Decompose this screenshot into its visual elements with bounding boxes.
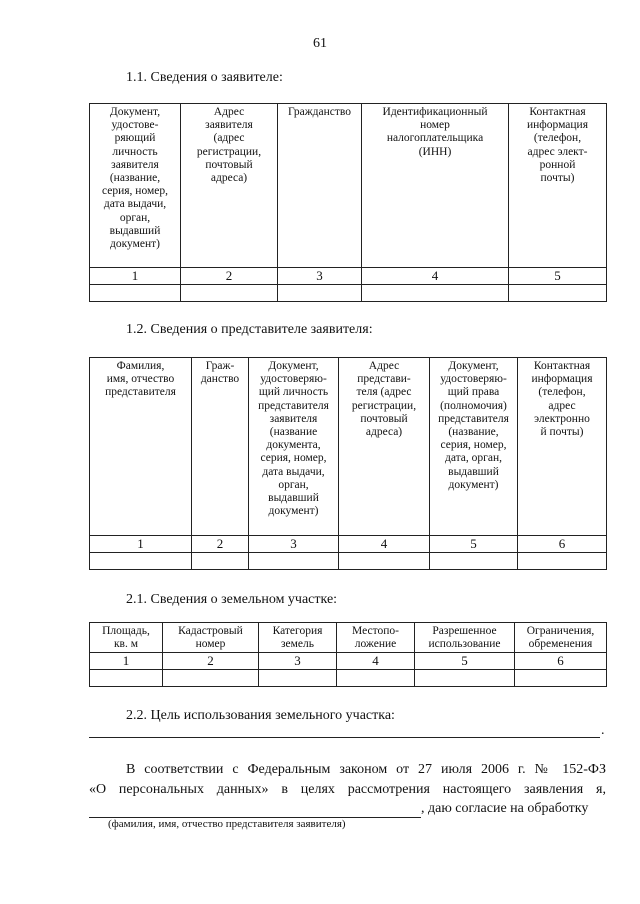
empty-cell — [249, 553, 339, 570]
consent-line-2: «О персональных данных» в целях рассмотрения настоящего заявления я, — [89, 782, 606, 797]
applicant-header-cell: Гражданство — [278, 104, 362, 268]
empty-cell — [181, 285, 278, 302]
column-number: 4 — [362, 268, 509, 285]
column-number: 2 — [163, 653, 259, 670]
empty-cell — [278, 285, 362, 302]
land-plot-table — [89, 622, 607, 687]
consent-line-3: , даю согласие на обработку — [421, 801, 589, 816]
column-number: 6 — [518, 536, 607, 553]
land-header-cell: Разрешенное использование — [415, 623, 515, 653]
column-number: 1 — [90, 653, 163, 670]
land-header-cell: Местопо- ложение — [337, 623, 415, 653]
empty-cell — [362, 285, 509, 302]
land-header-cell: Площадь, кв. м — [90, 623, 163, 653]
empty-cell — [430, 553, 518, 570]
column-number: 5 — [415, 653, 515, 670]
empty-cell — [90, 670, 163, 687]
applicant-header-cell: Адрес заявителя (адрес регистрации, почтовый адреса) — [181, 104, 278, 268]
column-number: 4 — [337, 653, 415, 670]
section-2-1-title: 2.1. Сведения о земельном участке: — [126, 592, 338, 607]
section-1-2-title: 1.2. Сведения о представителе заявителя: — [126, 322, 373, 337]
empty-cell — [337, 670, 415, 687]
empty-cell — [163, 670, 259, 687]
empty-cell — [339, 553, 430, 570]
empty-cell — [90, 285, 181, 302]
representative-header-cell: Граж- данство — [192, 358, 249, 536]
representative-header-cell: Документ, удостоверяю- щий права (полномочия) представителя (название, серия, номер, дата, орган, выдавший документ) — [430, 358, 518, 536]
page-number: 61 — [313, 36, 327, 51]
representative-header-cell: Контактная информация (телефон, адрес электронно й почты) — [518, 358, 607, 536]
applicant-table — [89, 103, 607, 302]
land-header-cell: Кадастровый номер — [163, 623, 259, 653]
representative-header-cell: Документ, удостоверяю- щий личность представителя заявителя (название документа, серия, номер, дата выдачи, орган, выдавший документ) — [249, 358, 339, 536]
column-number: 2 — [181, 268, 278, 285]
representative-table — [89, 357, 607, 570]
purpose-line-end: . — [601, 723, 605, 738]
column-number: 4 — [339, 536, 430, 553]
column-number: 3 — [278, 268, 362, 285]
column-number: 5 — [430, 536, 518, 553]
empty-cell — [259, 670, 337, 687]
land-header-cell: Ограничения, обременения — [515, 623, 607, 653]
column-number: 3 — [259, 653, 337, 670]
column-number: 5 — [509, 268, 607, 285]
applicant-header-cell: Контактная информация (телефон, адрес элект- ронной почты) — [509, 104, 607, 268]
column-number: 2 — [192, 536, 249, 553]
consent-line-1: В соответствии с Федеральным законом от 27 июля 2006 г. № 152-ФЗ — [126, 762, 606, 777]
section-2-2-title: 2.2. Цель использования земельного участка: — [126, 708, 395, 723]
section-1-1-title: 1.1. Сведения о заявителе: — [126, 70, 283, 85]
applicant-header-cell: Идентификационный номер налогоплательщика (ИНН) — [362, 104, 509, 268]
representative-header-cell: Адрес представи- теля (адрес регистрации, почтовый адреса) — [339, 358, 430, 536]
column-number: 1 — [90, 536, 192, 553]
empty-cell — [518, 553, 607, 570]
empty-cell — [509, 285, 607, 302]
name-caption: (фамилия, имя, отчество представителя заявителя) — [108, 818, 346, 830]
empty-cell — [415, 670, 515, 687]
empty-cell — [192, 553, 249, 570]
column-number: 1 — [90, 268, 181, 285]
land-header-cell: Категория земель — [259, 623, 337, 653]
purpose-line — [89, 737, 600, 738]
column-number: 6 — [515, 653, 607, 670]
empty-cell — [90, 553, 192, 570]
column-number: 3 — [249, 536, 339, 553]
empty-cell — [515, 670, 607, 687]
applicant-header-cell: Документ, удостове- ряющий личность заявителя (название, серия, номер, дата выдачи, орган, выдавший документ) — [90, 104, 181, 268]
representative-header-cell: Фамилия, имя, отчество представителя — [90, 358, 192, 536]
